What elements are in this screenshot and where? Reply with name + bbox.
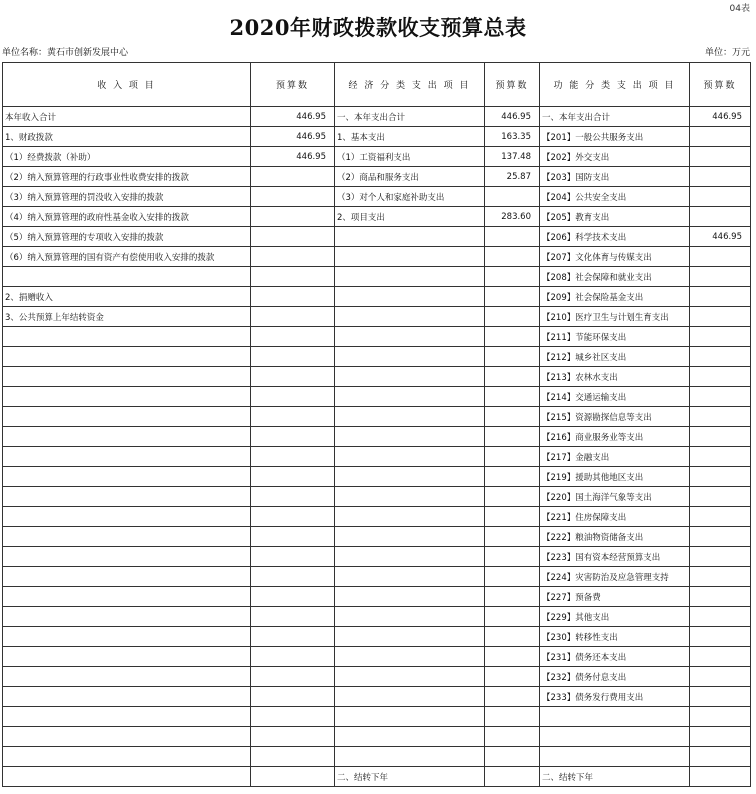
func-item-cell: 【222】粮油物资储备支出 xyxy=(540,527,690,547)
func-item-cell: 【211】节能环保支出 xyxy=(540,327,690,347)
income-item-cell xyxy=(3,687,251,707)
income-budget-cell xyxy=(251,187,335,207)
func-budget-cell xyxy=(690,727,751,747)
table-row xyxy=(3,487,751,507)
func-item-cell: 【204】公共安全支出 xyxy=(540,187,690,207)
func-budget-cell xyxy=(690,767,751,787)
income-budget-cell xyxy=(251,167,335,187)
econ-item-cell xyxy=(335,647,485,667)
income-budget-cell xyxy=(251,567,335,587)
income-budget-cell xyxy=(251,507,335,527)
page-title: 2020年财政拨款收支预算总表 xyxy=(229,15,527,40)
econ-budget-cell xyxy=(485,227,540,247)
econ-item-cell xyxy=(335,247,485,267)
func-budget-cell xyxy=(690,647,751,667)
func-item-cell: 【224】灾害防治及应急管理支持 xyxy=(540,567,690,587)
func-budget-cell xyxy=(690,567,751,587)
func-budget-cell xyxy=(690,307,751,327)
income-budget-cell xyxy=(251,707,335,727)
func-budget-cell xyxy=(690,367,751,387)
income-item-cell xyxy=(3,647,251,667)
func-item-cell: 【201】一般公共服务支出 xyxy=(540,127,690,147)
econ-budget-cell xyxy=(485,447,540,467)
table-row xyxy=(3,427,751,447)
econ-item-cell xyxy=(335,567,485,587)
econ-item-cell: （2）商品和服务支出 xyxy=(335,167,485,187)
income-item-cell xyxy=(3,547,251,567)
econ-budget-cell xyxy=(485,487,540,507)
table-row xyxy=(3,707,751,727)
func-budget-cell xyxy=(690,247,751,267)
econ-budget-cell xyxy=(485,527,540,547)
income-budget-cell xyxy=(251,287,335,307)
income-budget-cell xyxy=(251,487,335,507)
func-budget-cell xyxy=(690,207,751,227)
func-budget-cell xyxy=(690,627,751,647)
income-item-cell xyxy=(3,507,251,527)
header-econ-budget: 预算数 xyxy=(485,63,540,107)
income-budget-cell xyxy=(251,267,335,287)
income-item-cell xyxy=(3,467,251,487)
econ-item-cell xyxy=(335,687,485,707)
header-func-budget: 预算数 xyxy=(690,63,751,107)
func-budget-cell xyxy=(690,447,751,467)
table-row xyxy=(3,187,751,207)
econ-item-cell: 二、结转下年 xyxy=(335,767,485,787)
func-item-cell: 【207】文化体育与传媒支出 xyxy=(540,247,690,267)
table-row xyxy=(3,287,751,307)
func-item-cell: 【221】住房保障支出 xyxy=(540,507,690,527)
table-row xyxy=(3,727,751,747)
econ-item-cell xyxy=(335,507,485,527)
income-budget-cell xyxy=(251,587,335,607)
econ-budget-cell: 446.95 xyxy=(485,107,540,127)
table-row xyxy=(3,307,751,327)
table-row xyxy=(3,247,751,267)
income-item-cell xyxy=(3,367,251,387)
func-budget-cell xyxy=(690,687,751,707)
budget-table xyxy=(2,62,751,787)
income-budget-cell xyxy=(251,387,335,407)
table-row xyxy=(3,267,751,287)
econ-item-cell: （1）工资福利支出 xyxy=(335,147,485,167)
econ-budget-cell xyxy=(485,327,540,347)
func-item-cell: 【205】教育支出 xyxy=(540,207,690,227)
table-row xyxy=(3,527,751,547)
func-item-cell: 【209】社会保险基金支出 xyxy=(540,287,690,307)
income-budget-cell xyxy=(251,427,335,447)
table-row xyxy=(3,367,751,387)
income-item-cell xyxy=(3,567,251,587)
table-row xyxy=(3,567,751,587)
func-item-cell: 【219】援助其他地区支出 xyxy=(540,467,690,487)
econ-budget-cell xyxy=(485,187,540,207)
income-budget-cell xyxy=(251,727,335,747)
func-budget-cell xyxy=(690,707,751,727)
currency-unit: 单位：万元 xyxy=(704,48,750,58)
func-item-cell: 【215】资源勘探信息等支出 xyxy=(540,407,690,427)
income-item-cell xyxy=(3,487,251,507)
income-budget-cell xyxy=(251,247,335,267)
func-budget-cell xyxy=(690,267,751,287)
econ-budget-cell xyxy=(485,547,540,567)
econ-item-cell xyxy=(335,727,485,747)
table-row xyxy=(3,607,751,627)
func-budget-cell xyxy=(690,587,751,607)
econ-item-cell xyxy=(335,347,485,367)
econ-budget-cell xyxy=(485,767,540,787)
income-item-cell xyxy=(3,707,251,727)
table-row xyxy=(3,387,751,407)
income-budget-cell xyxy=(251,347,335,367)
func-budget-cell: 446.95 xyxy=(690,227,751,247)
income-budget-cell xyxy=(251,647,335,667)
form-number: 04表 xyxy=(729,4,750,14)
table-row xyxy=(3,747,751,767)
unit-info-row xyxy=(2,45,750,59)
income-item-cell xyxy=(3,587,251,607)
income-item-cell xyxy=(3,627,251,647)
func-budget-cell xyxy=(690,667,751,687)
table-row xyxy=(3,687,751,707)
econ-item-cell xyxy=(335,387,485,407)
income-budget-cell: 446.95 xyxy=(251,127,335,147)
func-item-cell: 二、结转下年 xyxy=(540,767,690,787)
table-row xyxy=(3,547,751,567)
econ-item-cell xyxy=(335,287,485,307)
table-row xyxy=(3,167,751,187)
header-func-item: 功 能 分 类 支 出 项 目 xyxy=(540,63,690,107)
table-row xyxy=(3,767,751,787)
income-item-cell xyxy=(3,667,251,687)
func-item-cell: 一、本年支出合计 xyxy=(540,107,690,127)
econ-item-cell xyxy=(335,467,485,487)
econ-budget-cell xyxy=(485,247,540,267)
func-budget-cell xyxy=(690,547,751,567)
func-budget-cell xyxy=(690,127,751,147)
func-item-cell: 【229】其他支出 xyxy=(540,607,690,627)
econ-item-cell xyxy=(335,707,485,727)
func-budget-cell xyxy=(690,167,751,187)
func-item-cell: 【210】医疗卫生与计划生育支出 xyxy=(540,307,690,327)
func-item-cell xyxy=(540,707,690,727)
econ-item-cell xyxy=(335,747,485,767)
table-row xyxy=(3,407,751,427)
income-budget-cell xyxy=(251,747,335,767)
func-budget-cell xyxy=(690,507,751,527)
income-item-cell xyxy=(3,527,251,547)
income-item-cell: 2、捐赠收入 xyxy=(3,287,251,307)
func-budget-cell xyxy=(690,347,751,367)
func-budget-cell: 446.95 xyxy=(690,107,751,127)
func-budget-cell xyxy=(690,427,751,447)
income-item-cell xyxy=(3,427,251,447)
econ-budget-cell xyxy=(485,747,540,767)
table-row xyxy=(3,507,751,527)
func-item-cell: 【206】科学技术支出 xyxy=(540,227,690,247)
func-budget-cell xyxy=(690,287,751,307)
func-item-cell: 【212】城乡社区支出 xyxy=(540,347,690,367)
econ-budget-cell xyxy=(485,687,540,707)
econ-budget-cell xyxy=(485,267,540,287)
econ-budget-cell xyxy=(485,467,540,487)
func-budget-cell xyxy=(690,327,751,347)
budget-table-body xyxy=(3,63,751,787)
income-budget-cell xyxy=(251,627,335,647)
income-budget-cell xyxy=(251,227,335,247)
econ-item-cell xyxy=(335,427,485,447)
table-row xyxy=(3,347,751,367)
income-budget-cell xyxy=(251,687,335,707)
func-budget-cell xyxy=(690,607,751,627)
func-budget-cell xyxy=(690,527,751,547)
func-item-cell: 【231】债务还本支出 xyxy=(540,647,690,667)
func-item-cell: 【220】国土海洋气象等支出 xyxy=(540,487,690,507)
table-row xyxy=(3,647,751,667)
econ-item-cell xyxy=(335,267,485,287)
unit-name: 单位名称：黄石市创新发展中心 xyxy=(2,48,129,58)
func-budget-cell xyxy=(690,467,751,487)
table-row xyxy=(3,447,751,467)
econ-item-cell xyxy=(335,627,485,647)
income-item-cell xyxy=(3,747,251,767)
income-item-cell xyxy=(3,447,251,467)
income-item-cell xyxy=(3,347,251,367)
econ-budget-cell xyxy=(485,427,540,447)
income-budget-cell xyxy=(251,607,335,627)
header-income-budget: 预算数 xyxy=(251,63,335,107)
table-row xyxy=(3,147,751,167)
income-item-cell xyxy=(3,407,251,427)
func-item-cell: 【217】金融支出 xyxy=(540,447,690,467)
income-budget-cell xyxy=(251,527,335,547)
econ-item-cell xyxy=(335,307,485,327)
income-budget-cell xyxy=(251,327,335,347)
econ-item-cell xyxy=(335,487,485,507)
income-item-cell: （1）经费拨款（补助） xyxy=(3,147,251,167)
econ-item-cell: （3）对个人和家庭补助支出 xyxy=(335,187,485,207)
econ-budget-cell: 163.35 xyxy=(485,127,540,147)
income-item-cell: （4）纳入预算管理的政府性基金收入安排的拨款 xyxy=(3,207,251,227)
header-income-item: 收 入 项 目 xyxy=(3,63,251,107)
table-row xyxy=(3,207,751,227)
func-budget-cell xyxy=(690,187,751,207)
econ-budget-cell xyxy=(485,567,540,587)
func-budget-cell xyxy=(690,387,751,407)
econ-budget-cell xyxy=(485,627,540,647)
func-budget-cell xyxy=(690,147,751,167)
income-budget-cell xyxy=(251,547,335,567)
income-budget-cell xyxy=(251,467,335,487)
econ-item-cell xyxy=(335,227,485,247)
econ-item-cell xyxy=(335,407,485,427)
econ-item-cell xyxy=(335,587,485,607)
econ-item-cell xyxy=(335,547,485,567)
table-row xyxy=(3,667,751,687)
econ-item-cell xyxy=(335,367,485,387)
econ-budget-cell xyxy=(485,647,540,667)
econ-budget-cell xyxy=(485,307,540,327)
header-econ-item: 经 济 分 类 支 出 项 目 xyxy=(335,63,485,107)
func-item-cell: 【214】交通运输支出 xyxy=(540,387,690,407)
func-item-cell: 【202】外交支出 xyxy=(540,147,690,167)
income-budget-cell xyxy=(251,667,335,687)
income-item-cell xyxy=(3,727,251,747)
income-budget-cell: 446.95 xyxy=(251,107,335,127)
econ-item-cell: 2、项目支出 xyxy=(335,207,485,227)
income-item-cell: 本年收入合计 xyxy=(3,107,251,127)
econ-item-cell xyxy=(335,447,485,467)
econ-item-cell: 1、基本支出 xyxy=(335,127,485,147)
econ-budget-cell: 283.60 xyxy=(485,207,540,227)
income-item-cell: 1、财政拨款 xyxy=(3,127,251,147)
func-item-cell: 【230】转移性支出 xyxy=(540,627,690,647)
func-budget-cell xyxy=(690,487,751,507)
income-budget-cell xyxy=(251,307,335,327)
econ-budget-cell xyxy=(485,287,540,307)
func-item-cell: 【213】农林水支出 xyxy=(540,367,690,387)
income-item-cell: （2）纳入预算管理的行政事业性收费安排的拨款 xyxy=(3,167,251,187)
income-budget-cell xyxy=(251,367,335,387)
econ-budget-cell xyxy=(485,707,540,727)
income-item-cell: （3）纳入预算管理的罚没收入安排的拨款 xyxy=(3,187,251,207)
income-budget-cell xyxy=(251,447,335,467)
table-row xyxy=(3,467,751,487)
func-item-cell: 【227】预备费 xyxy=(540,587,690,607)
econ-budget-cell: 25.87 xyxy=(485,167,540,187)
func-item-cell: 【232】债务付息支出 xyxy=(540,667,690,687)
econ-budget-cell xyxy=(485,727,540,747)
func-budget-cell xyxy=(690,407,751,427)
income-item-cell xyxy=(3,387,251,407)
income-budget-cell xyxy=(251,407,335,427)
econ-budget-cell xyxy=(485,347,540,367)
income-item-cell: 3、公共预算上年结转资金 xyxy=(3,307,251,327)
econ-budget-cell xyxy=(485,367,540,387)
income-item-cell: （5）纳入预算管理的专项收入安排的拨款 xyxy=(3,227,251,247)
func-item-cell: 【216】商业服务业等支出 xyxy=(540,427,690,447)
econ-item-cell xyxy=(335,527,485,547)
econ-item-cell xyxy=(335,607,485,627)
econ-budget-cell xyxy=(485,387,540,407)
econ-item-cell xyxy=(335,327,485,347)
income-item-cell xyxy=(3,607,251,627)
income-budget-cell xyxy=(251,207,335,227)
econ-budget-cell xyxy=(485,587,540,607)
econ-budget-cell xyxy=(485,667,540,687)
econ-item-cell xyxy=(335,667,485,687)
income-budget-cell xyxy=(251,767,335,787)
func-item-cell: 【233】债务发行费用支出 xyxy=(540,687,690,707)
func-item-cell xyxy=(540,747,690,767)
func-item-cell: 【208】社会保障和就业支出 xyxy=(540,267,690,287)
table-row xyxy=(3,107,751,127)
header-row xyxy=(3,63,751,107)
table-row xyxy=(3,587,751,607)
func-item-cell xyxy=(540,727,690,747)
income-item-cell xyxy=(3,327,251,347)
table-row xyxy=(3,627,751,647)
income-item-cell xyxy=(3,267,251,287)
income-budget-cell: 446.95 xyxy=(251,147,335,167)
table-row xyxy=(3,227,751,247)
func-item-cell: 【203】国防支出 xyxy=(540,167,690,187)
func-item-cell: 【223】国有资本经营预算支出 xyxy=(540,547,690,567)
income-item-cell: （6）纳入预算管理的国有资产有偿使用收入安排的拨款 xyxy=(3,247,251,267)
func-budget-cell xyxy=(690,747,751,767)
econ-budget-cell xyxy=(485,507,540,527)
econ-budget-cell: 137.48 xyxy=(485,147,540,167)
income-item-cell xyxy=(3,767,251,787)
table-row xyxy=(3,127,751,147)
table-row xyxy=(3,327,751,347)
econ-budget-cell xyxy=(485,607,540,627)
econ-item-cell: 一、本年支出合计 xyxy=(335,107,485,127)
econ-budget-cell xyxy=(485,407,540,427)
